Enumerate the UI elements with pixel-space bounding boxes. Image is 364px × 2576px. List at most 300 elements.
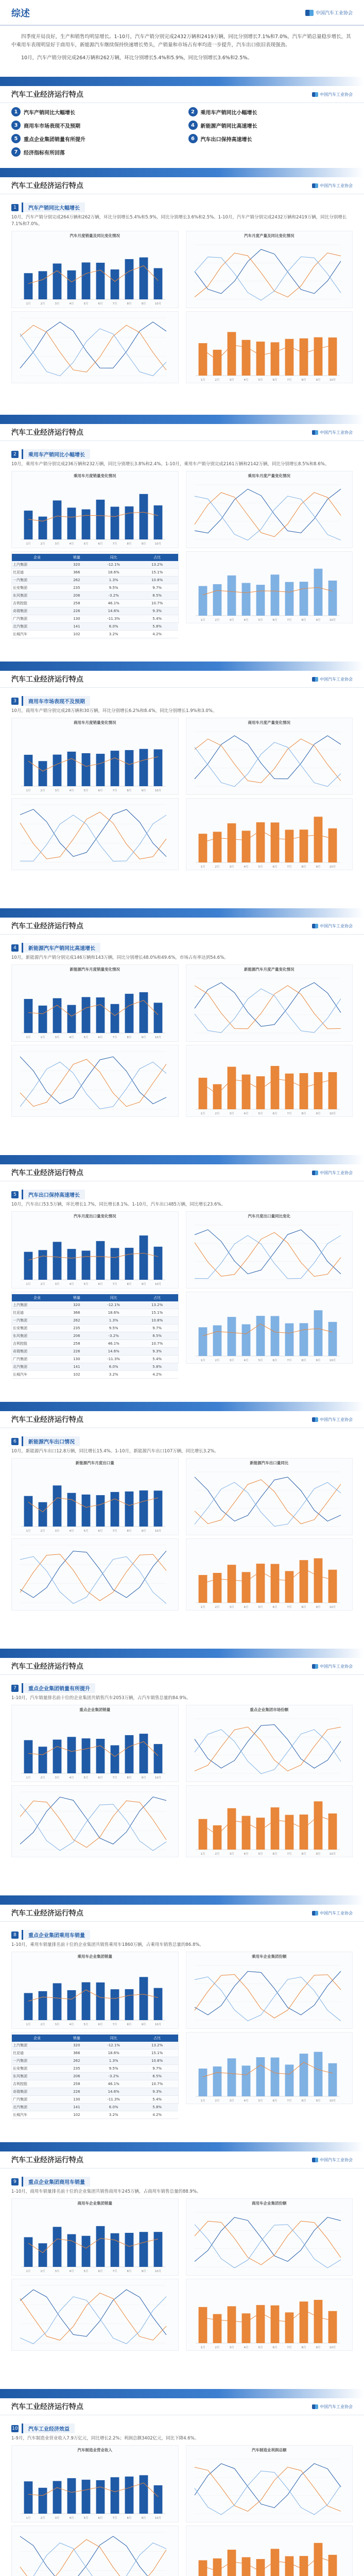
chart-lower-right bbox=[186, 1292, 353, 1364]
tick-label: 3月 bbox=[55, 1283, 60, 1286]
section-paragraph: 10月，商用车产销分别完成28万辆和30万辆，环比分别增长6.2%和8.4%，同比分别增长1.9%和3.0%。 bbox=[11, 708, 217, 714]
sub-heading-number: 10 bbox=[12, 2426, 18, 2431]
chart-bar bbox=[111, 2477, 119, 2514]
table-cell: 5.4% bbox=[136, 1355, 178, 1363]
chart-right bbox=[186, 718, 353, 795]
tick-label: 3月 bbox=[55, 2023, 60, 2027]
tick-label: 9月 bbox=[316, 1359, 320, 1363]
table-cell: 206 bbox=[62, 1332, 91, 1340]
chart-svg bbox=[12, 972, 175, 1040]
table-cell: 9.3% bbox=[136, 2088, 178, 2096]
tick-label: 5月 bbox=[83, 2270, 89, 2274]
series-line bbox=[195, 736, 341, 779]
table-cell: 3.2% bbox=[91, 2111, 136, 2119]
tick-label: 6月 bbox=[98, 2517, 103, 2520]
tick-label: 4月 bbox=[244, 1606, 248, 1609]
chart-lower-left bbox=[11, 2526, 179, 2576]
series-line bbox=[203, 1079, 333, 1094]
summary-item-number: 2 bbox=[188, 107, 198, 116]
tick-label: 1月 bbox=[200, 619, 205, 622]
section-bar bbox=[0, 2142, 364, 2151]
chart-bar bbox=[241, 831, 250, 863]
summary-item-label: 汽车产销同比大幅增长 bbox=[24, 110, 75, 116]
brand-logo-icon bbox=[312, 2404, 318, 2409]
chart-lower-right bbox=[186, 2032, 353, 2104]
section-bar bbox=[0, 1402, 364, 1411]
table-cell: 长城汽车 bbox=[12, 631, 62, 638]
chart-bar bbox=[314, 1558, 322, 1603]
series-line bbox=[195, 1482, 341, 1526]
tick-label: 2月 bbox=[40, 2517, 45, 2520]
chart-left bbox=[11, 964, 179, 1042]
tick-label: 4月 bbox=[69, 2517, 74, 2520]
chart-bar bbox=[285, 1074, 293, 1109]
series-line bbox=[20, 1551, 166, 1598]
chart-bar bbox=[111, 751, 119, 786]
tick-label: 4月 bbox=[244, 1112, 248, 1116]
tick-label: 8月 bbox=[127, 1036, 132, 1040]
section-title-text: 汽车工业经济运行特点 bbox=[11, 1416, 83, 1425]
tick-label: 2月 bbox=[215, 2346, 219, 2350]
chart-left bbox=[11, 2198, 179, 2276]
table-cell: 141 bbox=[62, 1363, 91, 1371]
chart-bar bbox=[125, 1735, 134, 1773]
table-cell: -11.3% bbox=[91, 615, 136, 623]
tick-label: 4月 bbox=[69, 543, 74, 546]
table-cell: 366 bbox=[62, 1309, 91, 1317]
brand-small bbox=[312, 676, 353, 682]
tick-label: 10月 bbox=[329, 866, 336, 869]
chart-bar bbox=[241, 583, 250, 616]
chart-bar bbox=[213, 832, 221, 863]
table-cell: -12.1% bbox=[91, 561, 136, 569]
tick-label: 5月 bbox=[258, 2346, 263, 2350]
tick-label: 6月 bbox=[98, 1036, 103, 1040]
tick-label: 3月 bbox=[229, 1112, 234, 1116]
chart-svg bbox=[186, 2032, 349, 2104]
chart-bar bbox=[111, 1492, 119, 1527]
report-section bbox=[0, 415, 364, 657]
series-line bbox=[20, 322, 166, 368]
chart-svg bbox=[186, 312, 349, 383]
tick-label: 4月 bbox=[244, 2346, 248, 2350]
table-cell: 1.3% bbox=[91, 577, 136, 584]
section-paragraph: 1-10月，乘用车销量排名前十位的企业集团共销售乘用车1860万辆，占乘用车销售总量的86.8%。 bbox=[11, 1942, 204, 1948]
chart-svg bbox=[12, 1959, 175, 2027]
tick-label: 7月 bbox=[287, 2346, 291, 2350]
chart-bar bbox=[314, 569, 322, 616]
tick-label: 7月 bbox=[112, 789, 117, 793]
chart-bar bbox=[256, 2305, 265, 2343]
table-cell: 长城汽车 bbox=[12, 1371, 62, 1379]
table-header: 销量 bbox=[62, 2035, 91, 2042]
chart-bar bbox=[285, 2065, 293, 2097]
tick-label: 5月 bbox=[83, 543, 89, 546]
chart-bar bbox=[256, 822, 265, 862]
tick-label: 1月 bbox=[26, 2023, 31, 2027]
tick-label: 6月 bbox=[272, 866, 277, 869]
table-cell: 15.1% bbox=[136, 2049, 178, 2057]
data-table bbox=[12, 1294, 178, 1379]
brand-name: 中国汽车工业协会 bbox=[320, 92, 353, 97]
tick-label: 10月 bbox=[329, 1359, 336, 1363]
chart-bar bbox=[270, 574, 279, 616]
summary-item bbox=[188, 134, 353, 143]
tick-label: 4月 bbox=[69, 1776, 74, 1780]
chart-lower-left bbox=[11, 551, 179, 637]
tick-label: 6月 bbox=[98, 543, 103, 546]
table-cell: 102 bbox=[62, 1371, 91, 1379]
table-cell: 奇瑞集团 bbox=[12, 607, 62, 615]
tick-label: 4月 bbox=[244, 619, 248, 622]
series-line bbox=[20, 2293, 166, 2341]
tick-label: 7月 bbox=[112, 2270, 117, 2274]
series-line bbox=[28, 1498, 158, 1512]
chart-bar bbox=[227, 575, 236, 616]
chart-lower-left bbox=[11, 311, 179, 383]
tick-label: 3月 bbox=[229, 1853, 234, 1856]
table-cell: -3.2% bbox=[91, 1332, 136, 1340]
chart-bar bbox=[328, 1072, 337, 1109]
brand-logo-icon bbox=[312, 1664, 318, 1669]
chart-lower-left bbox=[11, 2032, 179, 2117]
table-cell: 226 bbox=[62, 2088, 91, 2096]
tick-label: 8月 bbox=[127, 1283, 132, 1286]
chart-bar bbox=[241, 2313, 250, 2343]
section-bar bbox=[0, 2389, 364, 2398]
chart-bar bbox=[328, 2063, 337, 2096]
chart-title: 乘用车月度产量变化情况 bbox=[248, 473, 290, 479]
chart-svg bbox=[186, 1959, 349, 2027]
tick-label: 2月 bbox=[215, 379, 219, 382]
section-title-text: 汽车工业经济运行特点 bbox=[11, 91, 83, 99]
chart-title: 重点企业集团销量 bbox=[79, 1707, 111, 1713]
chart-bar bbox=[241, 2557, 250, 2576]
chart-bar bbox=[299, 2556, 308, 2576]
table-cell: 一汽集团 bbox=[12, 577, 62, 584]
chart-bar bbox=[285, 1815, 293, 1850]
chart-title: 商用车月度销量变化情况 bbox=[74, 720, 116, 725]
table-header: 销量 bbox=[62, 1294, 91, 1301]
series-line bbox=[195, 1230, 341, 1274]
series-line bbox=[195, 496, 341, 540]
section-bar bbox=[0, 908, 364, 918]
chart-bar bbox=[111, 507, 119, 539]
chart-bar bbox=[39, 1991, 47, 2020]
tick-label: 6月 bbox=[98, 1283, 103, 1286]
brand-name: 中国汽车工业协会 bbox=[320, 2157, 353, 2162]
chart-bar bbox=[125, 2233, 134, 2267]
chart-bar bbox=[285, 1571, 293, 1603]
section-paragraph: 1-9月，汽车制造业营业收入7.9万亿元，同比增长2.2%；利润总额3402亿元，同比下降4.6%。 bbox=[11, 2436, 199, 2442]
brand-logo-icon bbox=[305, 10, 314, 16]
chart-bar bbox=[39, 1747, 47, 1773]
table-cell: 102 bbox=[62, 2111, 91, 2119]
tick-label: 4月 bbox=[69, 1283, 74, 1286]
tick-label: 7月 bbox=[287, 1606, 291, 1609]
chart-left bbox=[11, 1458, 179, 1535]
sub-heading bbox=[11, 1190, 353, 1199]
table-cell: 吉利控股 bbox=[12, 600, 62, 607]
section-title-text: 汽车工业经济运行特点 bbox=[11, 1909, 83, 1918]
chart-row bbox=[11, 1705, 353, 1782]
tick-label: 5月 bbox=[258, 619, 263, 622]
section-title bbox=[0, 1905, 364, 1922]
chart-bar bbox=[53, 1242, 62, 1280]
table-cell: 6.0% bbox=[91, 1363, 136, 1371]
chart-bar bbox=[241, 2066, 250, 2097]
sub-heading bbox=[11, 1930, 353, 1940]
chart-bar bbox=[96, 2480, 105, 2514]
chart-bar bbox=[24, 1496, 33, 1527]
chart-bar bbox=[213, 2558, 221, 2576]
table-cell: 10.8% bbox=[136, 1317, 178, 1325]
chart-bar bbox=[140, 992, 148, 1033]
chart-bar bbox=[241, 1075, 250, 1109]
table-cell: 上汽集团 bbox=[12, 2042, 62, 2049]
tick-label: 9月 bbox=[141, 2023, 146, 2027]
tick-label: 7月 bbox=[112, 1036, 117, 1040]
tick-label: 3月 bbox=[55, 302, 60, 306]
series-line bbox=[195, 742, 341, 787]
table-row bbox=[12, 1371, 178, 1379]
tick-label: 10月 bbox=[154, 1776, 162, 1780]
sub-heading bbox=[11, 449, 353, 459]
series-line bbox=[203, 831, 333, 842]
chart-bar bbox=[299, 2054, 308, 2096]
table-cell: 235 bbox=[62, 1325, 91, 1332]
chart-bar bbox=[67, 2478, 76, 2514]
tick-label: 1月 bbox=[26, 302, 31, 306]
chart-bar bbox=[39, 1502, 47, 1527]
summary-item bbox=[11, 107, 176, 116]
tick-label: 7月 bbox=[112, 302, 117, 306]
sub-heading-text: 汽车产销同比大幅增长 bbox=[22, 202, 85, 212]
chart-right bbox=[186, 1211, 353, 1289]
chart-lower-left bbox=[11, 1538, 179, 1611]
tick-label: 10月 bbox=[154, 543, 162, 546]
chart-right bbox=[186, 1952, 353, 2029]
tick-label: 10月 bbox=[154, 1036, 162, 1040]
tick-label: 10月 bbox=[154, 302, 162, 306]
chart-bar bbox=[96, 1982, 105, 2020]
chart-bar bbox=[213, 584, 221, 616]
section-title bbox=[0, 1658, 364, 1675]
chart-lower-right bbox=[186, 1538, 353, 1611]
chart-bar bbox=[111, 1989, 119, 2020]
chart-svg bbox=[186, 479, 349, 547]
chart-bar bbox=[328, 2555, 337, 2576]
chart-bar bbox=[67, 2234, 76, 2267]
chart-bar bbox=[82, 263, 91, 300]
table-cell: 258 bbox=[62, 600, 91, 607]
tick-label: 7月 bbox=[287, 1853, 291, 1856]
brand-small bbox=[312, 1910, 353, 1916]
chart-title: 重点企业集团市场份额 bbox=[250, 1707, 289, 1713]
chart-svg bbox=[186, 2526, 349, 2576]
series-line bbox=[28, 1742, 158, 1757]
tick-label: 6月 bbox=[98, 2023, 103, 2027]
chart-svg bbox=[186, 2206, 349, 2274]
chart-bar bbox=[299, 582, 308, 616]
chart-right bbox=[186, 964, 353, 1042]
chart-svg bbox=[186, 1539, 349, 1610]
chart-row bbox=[11, 1952, 353, 2029]
section-body bbox=[0, 194, 364, 411]
chart-svg bbox=[12, 1045, 175, 1116]
chart-bar bbox=[299, 1323, 308, 1356]
series-line bbox=[28, 512, 158, 521]
table-cell: 15.1% bbox=[136, 1309, 178, 1317]
tick-label: 8月 bbox=[127, 2517, 132, 2520]
table-cell: 9.5% bbox=[91, 584, 136, 592]
tick-label: 8月 bbox=[127, 1530, 132, 1533]
table-cell: 5.8% bbox=[136, 1363, 178, 1371]
chart-row-lower bbox=[11, 551, 353, 637]
chart-title: 汽车月度销量及同比变化情况 bbox=[70, 233, 120, 239]
tick-label: 9月 bbox=[141, 2517, 146, 2520]
chart-bar bbox=[299, 1073, 308, 1109]
table-cell: 46.1% bbox=[91, 1340, 136, 1348]
chart-bar bbox=[82, 997, 91, 1033]
series-line bbox=[195, 257, 341, 301]
series-line bbox=[20, 812, 166, 859]
section-paragraph: 10月，新能源汽车产销分别完成146万辆和143万辆，同比分别增长48.0%和49.6%，市场占有率达到54.6%。 bbox=[11, 955, 229, 961]
series-line bbox=[20, 1797, 166, 1844]
tick-label: 10月 bbox=[154, 2270, 162, 2274]
series-line bbox=[28, 757, 158, 771]
chart-bar bbox=[82, 1738, 91, 1773]
table-cell: 1.3% bbox=[91, 2057, 136, 2065]
table-row bbox=[12, 623, 178, 631]
summary-item-label: 汽车出口保持高速增长 bbox=[200, 137, 252, 143]
tick-label: 2月 bbox=[40, 1036, 45, 1040]
chart-bar bbox=[198, 1078, 207, 1109]
chart-bar bbox=[270, 2058, 279, 2096]
chart-bar bbox=[154, 2485, 163, 2514]
chart-right bbox=[186, 471, 353, 548]
series-line bbox=[195, 2471, 341, 2515]
tick-label: 8月 bbox=[301, 866, 306, 869]
table-cell: 9.5% bbox=[91, 2065, 136, 2073]
series-line bbox=[195, 982, 341, 1026]
tick-label: 2月 bbox=[215, 866, 219, 869]
tick-label: 2月 bbox=[40, 1776, 45, 1780]
chart-bar bbox=[125, 1248, 134, 1280]
chart-bar bbox=[256, 1818, 265, 1850]
table-cell: 46.1% bbox=[91, 600, 136, 607]
table-row bbox=[12, 631, 178, 638]
table-header: 企业 bbox=[12, 1294, 62, 1301]
tick-label: 6月 bbox=[98, 789, 103, 793]
table-row bbox=[12, 2088, 178, 2096]
series-line bbox=[195, 2217, 341, 2262]
chart-bar bbox=[227, 1067, 236, 1109]
chart-bar bbox=[24, 1993, 33, 2021]
tick-label: 5月 bbox=[258, 866, 263, 869]
chart-bar bbox=[256, 2559, 265, 2576]
summary-item-number: 4 bbox=[188, 121, 198, 130]
tick-label: 7月 bbox=[112, 1283, 117, 1286]
sub-heading bbox=[11, 1436, 353, 1446]
tick-label: 9月 bbox=[141, 1530, 146, 1533]
series-line bbox=[20, 2539, 166, 2576]
chart-bar bbox=[111, 1745, 119, 1773]
summary-item-number: 1 bbox=[11, 107, 21, 116]
table-header: 同比 bbox=[91, 1294, 136, 1301]
section-paragraph: 10月，汽车产销分别完成264万辆和262万辆，环比分别增长5.4%和5.9%，同比分别增长3.6%和2.5%。1-10月，汽车产销分别完成2432万辆和2419万辆，同比分别增长7.1%和7.0%。 bbox=[11, 215, 347, 227]
chart-row bbox=[11, 1458, 353, 1535]
section-title bbox=[0, 2151, 364, 2168]
chart-row-lower bbox=[11, 2526, 353, 2576]
brand-name: 中国汽车工业协会 bbox=[320, 183, 353, 188]
series-line bbox=[203, 1816, 333, 1835]
chart-bar bbox=[227, 2550, 236, 2576]
section-title bbox=[0, 1164, 364, 1181]
table-cell: 5.4% bbox=[136, 2096, 178, 2104]
table-cell: 8.5% bbox=[136, 1332, 178, 1340]
table-cell: 9.7% bbox=[136, 2065, 178, 2073]
section-title-text: 汽车工业经济运行特点 bbox=[11, 675, 83, 684]
table-cell: 366 bbox=[62, 2049, 91, 2057]
chart-lower-right bbox=[186, 311, 353, 383]
section-title bbox=[0, 918, 364, 935]
chart-bar bbox=[285, 2313, 293, 2344]
table-row bbox=[12, 592, 178, 600]
table-cell: 8.5% bbox=[136, 2073, 178, 2080]
chart-svg bbox=[186, 1045, 349, 1116]
chart-svg bbox=[12, 239, 175, 307]
table-cell: 9.7% bbox=[136, 1325, 178, 1332]
table-cell: 10.7% bbox=[136, 1340, 178, 1348]
chart-svg bbox=[12, 312, 175, 383]
tick-label: 10月 bbox=[329, 379, 336, 382]
report-section bbox=[0, 908, 364, 1151]
section-bar bbox=[0, 1895, 364, 1905]
series-line bbox=[195, 253, 341, 297]
tick-label: 8月 bbox=[301, 619, 306, 622]
section-body bbox=[0, 935, 364, 1151]
tick-label: 2月 bbox=[215, 1359, 219, 1363]
tick-label: 10月 bbox=[329, 1606, 336, 1609]
chart-bar bbox=[198, 586, 207, 616]
chart-svg bbox=[186, 1713, 349, 1781]
chart-right bbox=[186, 1705, 353, 1782]
table-cell: 14.6% bbox=[91, 607, 136, 615]
chart-bar bbox=[299, 1560, 308, 1603]
chart-lower-left bbox=[11, 798, 179, 870]
tick-label: 7月 bbox=[112, 2023, 117, 2027]
chart-bar bbox=[39, 1006, 47, 1033]
series-line bbox=[195, 989, 341, 1032]
brand-small bbox=[312, 430, 353, 435]
chart-bar bbox=[39, 2488, 47, 2514]
chart-bar bbox=[270, 343, 279, 376]
section-body bbox=[0, 688, 364, 904]
tick-label: 1月 bbox=[26, 1283, 31, 1286]
report-section bbox=[0, 2142, 364, 2385]
series-line bbox=[195, 2225, 341, 2268]
tick-label: 2月 bbox=[40, 302, 45, 306]
chart-bar bbox=[53, 264, 62, 299]
chart-bar bbox=[213, 1825, 221, 1850]
chart-bar bbox=[213, 1573, 221, 1603]
tick-label: 2月 bbox=[40, 1283, 45, 1286]
chart-bar bbox=[24, 999, 33, 1033]
chart-bar bbox=[270, 823, 279, 863]
chart-bar bbox=[328, 1814, 337, 1850]
series-line bbox=[28, 1253, 158, 1261]
